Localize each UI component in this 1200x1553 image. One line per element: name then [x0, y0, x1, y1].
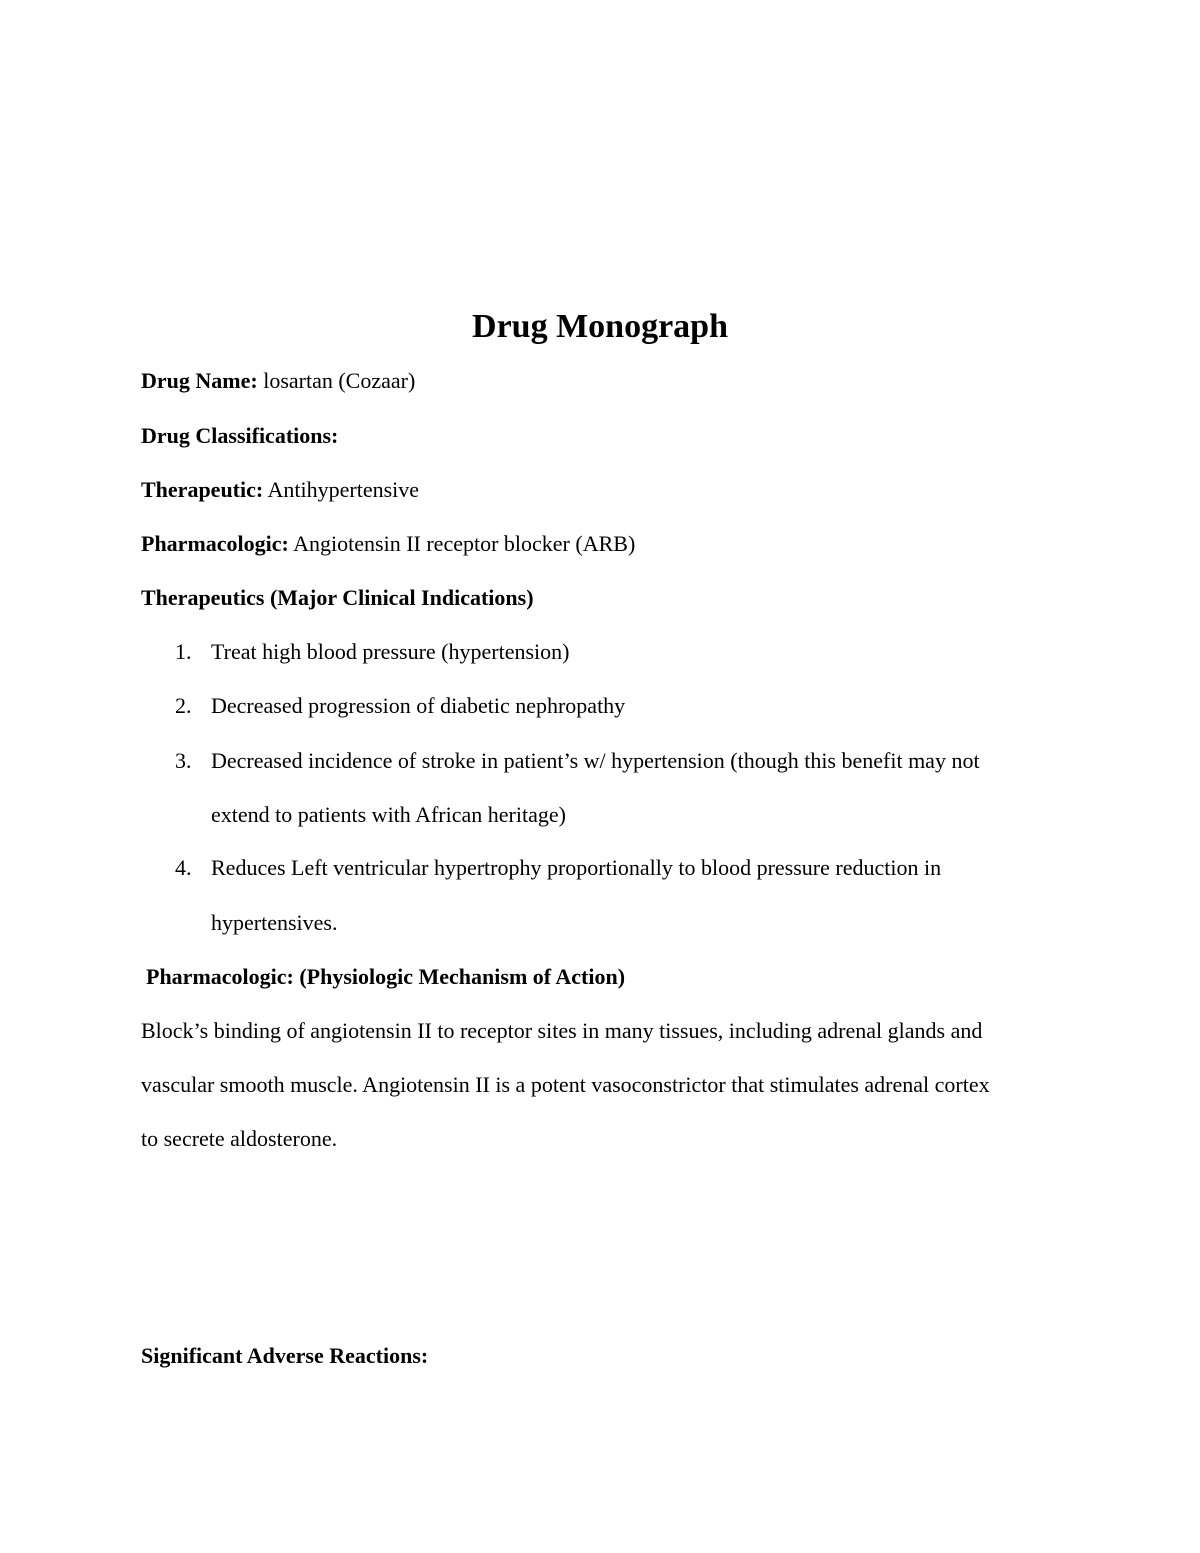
- pharmacologic-label: Pharmacologic:: [141, 531, 289, 556]
- list-item-text: Decreased incidence of stroke in patient’s w/ hypertension (though this benefit may not: [211, 748, 980, 773]
- list-item-number: 3.: [175, 748, 192, 773]
- list-item-text: Reduces Left ventricular hypertrophy proportionally to blood pressure reduction in: [211, 855, 942, 880]
- drug-name-value: losartan (Cozaar): [263, 368, 416, 393]
- list-item-text-continued: hypertensives.: [211, 910, 338, 935]
- list-item-number: 2.: [175, 693, 192, 718]
- drug-name-label: Drug Name:: [141, 368, 258, 393]
- adverse-reactions-heading: [141, 1341, 428, 1371]
- mechanism-paragraph-line: Block’s binding of angiotensin II to receptor sites in many tissues, including adrenal glands and: [141, 1018, 983, 1043]
- list-item-text: Decreased progression of diabetic nephropathy: [211, 693, 626, 718]
- pharmacologic-line: [141, 529, 635, 559]
- therapeutics-heading: [141, 583, 534, 613]
- therapeutic-line: [141, 475, 419, 505]
- mechanism-paragraph-line: to secrete aldosterone.: [141, 1126, 338, 1151]
- therapeutic-value: Antihypertensive: [267, 477, 420, 502]
- mechanism-paragraph-line: vascular smooth muscle. Angiotensin II is a potent vasoconstrictor that stimulates adrenal cortex: [141, 1072, 990, 1097]
- document-title: Drug Monograph: [472, 308, 728, 345]
- mechanism-heading-text: Pharmacologic: (Physiologic Mechanism of Action): [146, 964, 626, 989]
- therapeutics-heading-text: Therapeutics (Major Clinical Indications): [141, 585, 534, 610]
- list-item-text: Treat high blood pressure (hypertension): [211, 639, 570, 664]
- mechanism-heading: [146, 962, 625, 992]
- adverse-reactions-heading-text: Significant Adverse Reactions:: [141, 1343, 429, 1368]
- classifications-heading: [141, 421, 338, 451]
- list-item-number: 1.: [175, 639, 192, 664]
- list-item-text-continued: extend to patients with African heritage): [211, 802, 566, 827]
- drug-name-line: [141, 366, 415, 396]
- classifications-label: Drug Classifications:: [141, 423, 339, 448]
- pharmacologic-value: Angiotensin II receptor blocker (ARB): [293, 531, 636, 556]
- list-item-number: 4.: [175, 855, 192, 880]
- therapeutic-label: Therapeutic:: [141, 477, 264, 502]
